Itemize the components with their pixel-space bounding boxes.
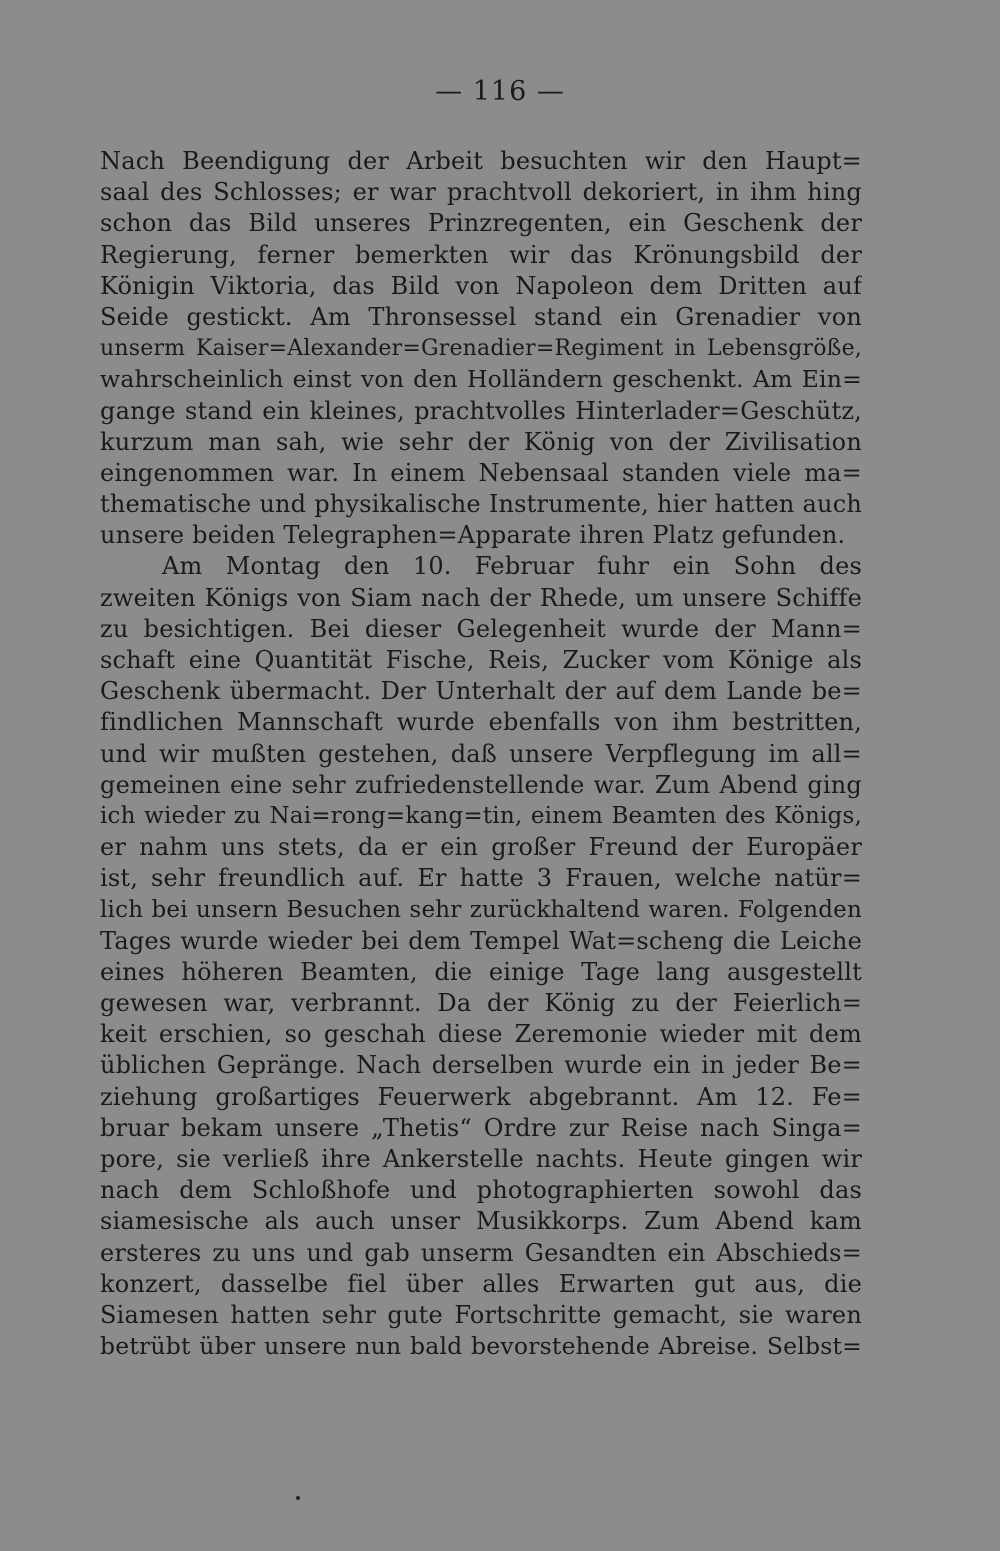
text-line: Nach Beendigung der Arbeit besuchten wir den Haupt= bbox=[100, 147, 862, 175]
text-line: lich bei unsern Besuchen sehr zurückhaltend waren. Folgenden bbox=[100, 896, 862, 923]
text-line: er nahm uns stets, da er ein großer Freund der Europäer bbox=[100, 833, 862, 862]
page-number: — 116 — bbox=[435, 76, 565, 107]
text-line: Am Montag den 10. Februar fuhr ein Sohn des bbox=[162, 552, 862, 581]
ink-speck bbox=[296, 1496, 300, 1500]
text-line: findlichen Mannschaft wurde ebenfalls von ihm bestritten, bbox=[100, 708, 862, 737]
text-line: bruar bekam unsere „Thetis“ Ordre zur Reise nach Singa= bbox=[100, 1113, 862, 1142]
text-line: wahrscheinlich einst von den Holländern geschenkt. Am Ein= bbox=[100, 365, 862, 394]
body-text bbox=[100, 146, 862, 1362]
text-line: thematische und physikalische Instrumente, hier hatten auch bbox=[100, 490, 862, 519]
text-line: saal des Schlosses; er war prachtvoll dekoriert, in ihm hing bbox=[100, 178, 862, 207]
text-line: Seide gestickt. Am Thronsessel stand ein Grenadier von bbox=[100, 302, 862, 331]
text-line: üblichen Gepränge. Nach derselben wurde ein in jeder Be= bbox=[100, 1051, 862, 1080]
text-line: betrübt über unsere nun bald bevorstehende Abreise. Selbst= bbox=[100, 1332, 862, 1361]
text-line: unserm Kaiser=Alexander=Grenadier=Regiment in Lebensgröße, bbox=[100, 336, 862, 362]
text-line: Königin Viktoria, das Bild von Napoleon dem Dritten auf bbox=[100, 271, 862, 300]
text-line: ich wieder zu Nai=rong=kang=tin, einem Beamten des Königs, bbox=[100, 802, 862, 829]
text-line: zweiten Königs von Siam nach der Rhede, um unsere Schiffe bbox=[100, 583, 862, 612]
text-line: schon das Bild unseres Prinzregenten, ein Geschenk der bbox=[100, 209, 862, 238]
text-line: ist, sehr freundlich auf. Er hatte 3 Frauen, welche natür= bbox=[100, 864, 862, 893]
text-line: eines höheren Beamten, die einige Tage lang ausgestellt bbox=[100, 957, 862, 986]
text-line: gange stand ein kleines, prachtvolles Hinterlader=Geschütz, bbox=[100, 396, 862, 425]
text-line: Siamesen hatten sehr gute Fortschritte gemacht, sie waren bbox=[100, 1300, 862, 1329]
text-line: schaft eine Quantität Fische, Reis, Zucker vom Könige als bbox=[100, 646, 862, 674]
text-line: gemeinen eine sehr zufriedenstellende war. Zum Abend ging bbox=[100, 770, 862, 799]
text-line: pore, sie verließ ihre Ankerstelle nachts. Heute gingen wir bbox=[100, 1145, 862, 1173]
text-line: eingenommen war. In einem Nebensaal standen viele ma= bbox=[100, 458, 862, 487]
text-line: unsere beiden Telegraphen=Apparate ihren Platz gefunden. bbox=[100, 521, 846, 550]
text-line: Tages wurde wieder bei dem Tempel Wat=scheng die Leiche bbox=[100, 926, 862, 955]
text-line: gewesen war, verbrannt. Da der König zu der Feierlich= bbox=[100, 989, 862, 1018]
text-line: konzert, dasselbe fiel über alles Erwarten gut aus, die bbox=[100, 1269, 862, 1298]
text-line: siamesische als auch unser Musikkorps. Zum Abend kam bbox=[100, 1207, 862, 1236]
text-line: kurzum man sah, wie sehr der König von der Zivilisation bbox=[100, 427, 862, 456]
text-line: Geschenk übermacht. Der Unterhalt der auf dem Lande be= bbox=[100, 677, 862, 706]
text-line: nach dem Schloßhofe und photographierten sowohl das bbox=[100, 1176, 862, 1205]
text-line: keit erschien, so geschah diese Zeremonie wieder mit dem bbox=[100, 1020, 862, 1049]
text-line: Regierung, ferner bemerkten wir das Krönungsbild der bbox=[100, 240, 862, 269]
text-line: und wir mußten gestehen, daß unsere Verpflegung im all= bbox=[100, 739, 862, 768]
text-line: ersteres zu uns und gab unserm Gesandten ein Abschieds= bbox=[100, 1238, 862, 1267]
text-line: zu besichtigen. Bei dieser Gelegenheit wurde der Mann= bbox=[100, 614, 862, 643]
text-line: ziehung großartiges Feuerwerk abgebrannt. Am 12. Fe= bbox=[100, 1082, 862, 1111]
